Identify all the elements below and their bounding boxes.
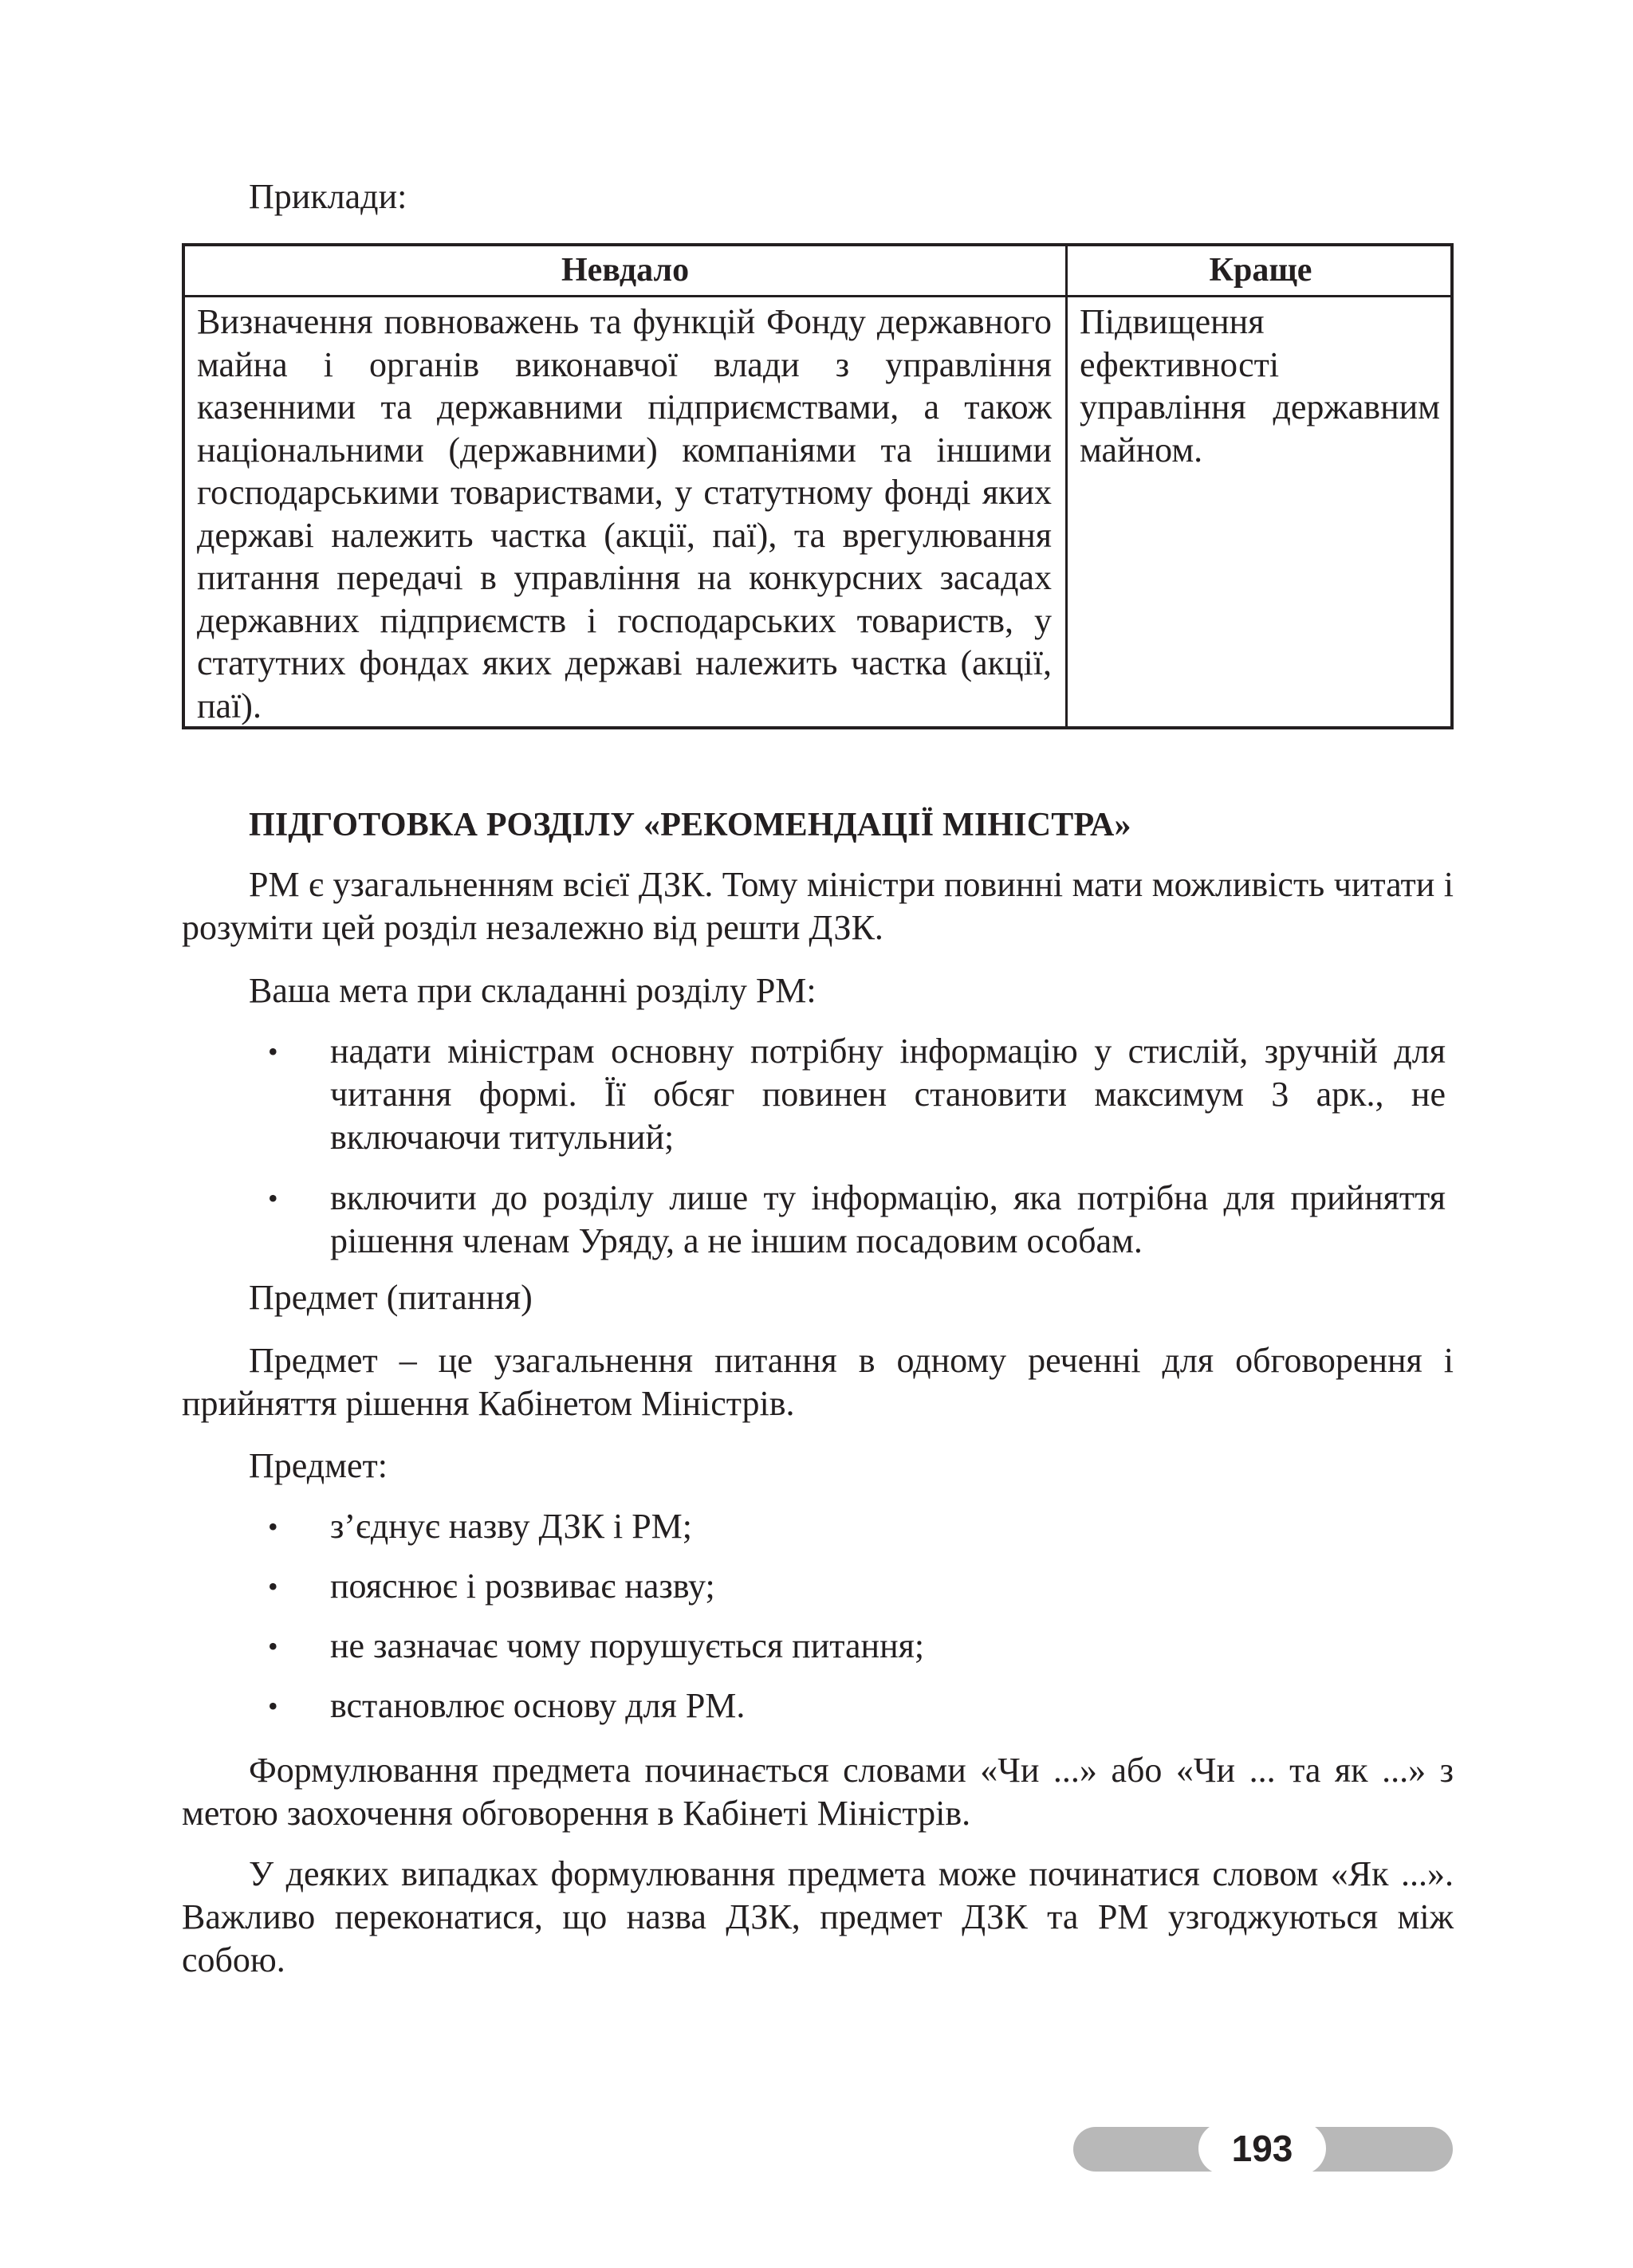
table-header-better: Краще [1209,252,1312,289]
page-number: 193 [1198,2122,1326,2175]
table-cell-bad-example: Визначення повноважень та функцій Фонду державного майна і органів виконавчої влади з управління казенними та державними підприємствами, а також національними (державними) компаніями та іншими господарськими товариствами, у статутному фонді яких державі належить частка (акції, паї), та врегулювання питання передачі в управління на конкурсних засадах державних підприємств і господарських товариств, у статутних фондах яких державі належить частка (акції, паї). [197,302,1052,725]
bullet-icon: • [268,1690,278,1722]
list-item [182,1505,1454,1548]
bullet-icon: • [268,1511,278,1543]
list-item [182,1030,1454,1159]
table-header-bad: Невдало [561,252,690,289]
subject-title: Предмет (питання) [249,1278,533,1317]
paragraph-formulation: Формулювання предмета починається словами «Чи ...» або «Чи ... та як ...» з метою заохочення обговорення в Кабінеті Міністрів. [182,1751,1454,1833]
bullet-text: встановлює основу для РМ. [330,1686,746,1725]
table-column-divider [1065,246,1068,726]
bullet-icon: • [268,1036,278,1067]
bullet-icon: • [268,1630,278,1662]
bullet-text: пояснює і розвиває назву; [330,1566,715,1606]
section-heading: ПІДГОТОВКА РОЗДІЛУ «РЕКОМЕНДАЦІЇ МІНІСТРА» [249,807,1131,843]
list-item [182,1684,1454,1728]
goal-bullet-list [182,1030,1454,1263]
bullet-text: включити до розділу лише ту інформацію, яка потрібна для прийняття рішення членам Уряду, а не іншим посадовим особам. [330,1178,1446,1260]
goal-label: Ваша мета при складанні розділу РМ: [249,971,816,1010]
list-item [182,1565,1454,1608]
examples-label: Приклади: [249,177,407,216]
paragraph-cases: У деяких випадках формулювання предмета може починатися словом «Як ...». Важливо переконатися, що назва ДЗК, предмет ДЗК та РМ узгоджуються між собою. [182,1854,1454,1979]
table-cell-better-example: Підвищення ефективності управління державним майном. [1080,302,1440,470]
examples-table [182,243,1454,729]
bullet-icon: • [268,1182,278,1214]
bullet-icon: • [268,1570,278,1602]
bullet-text: з’єднує назву ДЗК і РМ; [330,1507,693,1546]
paragraph-rm-summary: РМ є узагальненням всієї ДЗК. Тому міністри повинні мати можливість читати і розуміти цей розділ незалежно від решти ДЗК. [182,865,1454,947]
subject-bullet-list [182,1505,1454,1728]
bullet-text: не зазначає чому порушується питання; [330,1626,925,1665]
subject-label: Предмет: [249,1446,388,1485]
bullet-text: надати міністрам основну потрібну інформацію у стислій, зручній для читання формі. Її обсяг повинен становити максимум 3 арк., не включаючи титульний; [330,1032,1446,1157]
paragraph-subject-definition: Предмет – це узагальнення питання в одному реченні для обговорення і прийняття рішення Кабінетом Міністрів. [182,1341,1454,1423]
list-item [182,1625,1454,1668]
list-item [182,1177,1454,1263]
